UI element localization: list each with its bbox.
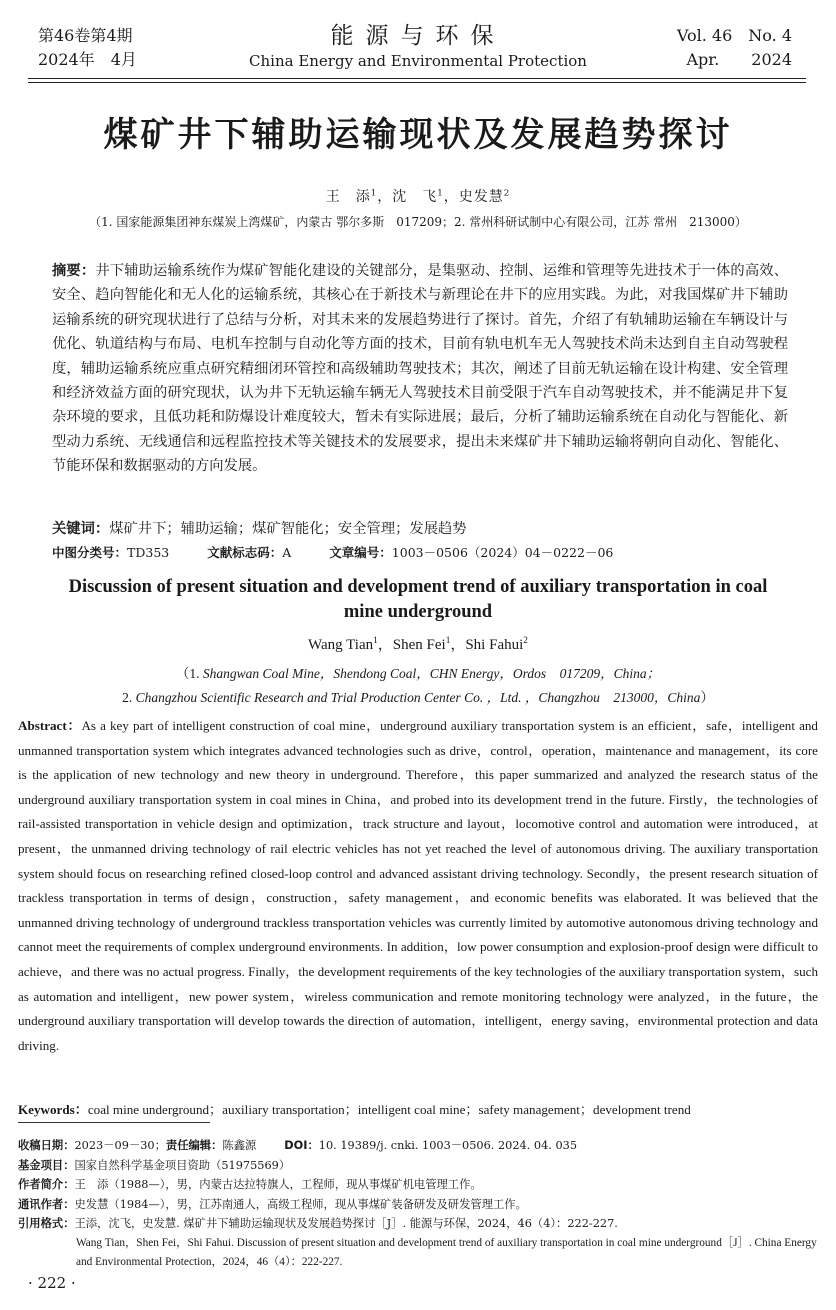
footnote-author-bio: [18, 1175, 823, 1195]
header-date-en: Apr. 2024: [686, 50, 792, 69]
keywords-cn: [52, 517, 788, 541]
footnote-citation-en: Wang Tian，Shen Fei，Shi Fahui. Discussion of present situation and development trend of auxiliary transportation in coal mine underground［J］. China Energy and Environmental Protection，2024，46（4）：222-227.: [76, 1236, 817, 1268]
header-volume-issue-en: Vol. 46 No. 4: [676, 26, 792, 45]
footnote-citation-cn: [18, 1214, 823, 1234]
author-name: ，史发慧: [443, 189, 504, 205]
header-date-cn: 2024年 4月: [38, 50, 137, 69]
citation-cn-value: 王添，沈飞，史发慧. 煤矿井下辅助运输现状及发展趋势探讨［J］. 能源与环保，2024，46（4）：222-227.: [74, 1217, 618, 1230]
author-bio-label: 作者简介：: [18, 1178, 75, 1191]
received-label: 收稿日期：: [18, 1139, 75, 1152]
page-number: · 222 ·: [28, 1274, 76, 1292]
affiliation-cn: （1. 国家能源集团神东煤炭上湾煤矿，内蒙古 鄂尔多斯 017209；2. 常州科研试制中心有限公司，江苏 常州 213000）: [89, 215, 747, 229]
abstract-cn: [52, 259, 788, 479]
journal-name-cn: 能源与环保: [330, 23, 506, 49]
affil-text: Changzhou Scientific Research and Trial Production Center Co. ，Ltd. ，Changzhou 213000，China: [135, 690, 701, 705]
editor-value: 陈鑫源: [222, 1139, 257, 1152]
abstract-en-text: As a key part of intelligent construction of coal mine，underground auxiliary transportation system is an efficient，safe，intelligent and unmanned transportation system which integrates advanced technologies such as drive，control，operation，maintenance and management，its core is the application of new technology and new theory in underground. Therefore，this paper summarized and analyzed the research status of the underground auxiliary transportation system in coal mines in China，and probed into its development trend in the future. Firstly，the technologies of rail-assisted transportation in vehicle design and optimization，track structure and layout，locomotive control and automation were introduced，at present，the unmanned driving technology of rail electric vehicles has not yet reached the level of autonomous driving. The auxiliary transportation system should focus on researching refined closed-loop control and advanced assistant driving technology. Secondly，the present research situation of trackless transportation in terms of design，construction，safety management，and economic benefits was elaborated. It was believed that the unmanned driving technology of underground trackless transportation vehicles was currently limited by automotive autonomous driving technology and cannot meet the requirements of complex underground environments. In addition，low power consumption and explosion-proof design were difficult to achieve，and there was no actual progress. Finally，the development requirements of the key technologies of the auxiliary transportation system，such as automation and intelligent，new power system，wireless communication and remote monitoring technology were analyzed，in the future，the underground auxiliary transportation will develop towards the direction of automation，intelligent，energy saving，environmental protection and data driving.: [18, 718, 818, 1053]
affiliation-en-line1: [0, 662, 836, 686]
classification-row: [52, 543, 613, 561]
keywords-cn-label: 关键词：: [52, 521, 110, 537]
footnote-divider: [18, 1122, 210, 1123]
author-name-en: Wang Tian: [308, 637, 374, 653]
footnote-corresponding: [18, 1195, 823, 1215]
author-affil-mark: 1: [373, 636, 378, 646]
header-volume-issue-cn: 第46卷第4期: [38, 26, 133, 45]
fund-value: 国家自然科学基金项目资助（51975569）: [74, 1158, 291, 1172]
article-title-en: Discussion of present situation and development trend of auxiliary transportation in coal mine underground: [68, 577, 768, 622]
doi-value[interactable]: 10. 19389/j. cnki. 1003－0506. 2024. 04. 035: [318, 1139, 578, 1152]
author-name: 王 添: [325, 189, 371, 205]
abstract-cn-label: 摘要：: [52, 263, 96, 279]
doc-code-label: 文献标志码：: [207, 545, 283, 560]
keywords-en-label: Keywords：: [18, 1102, 88, 1117]
keywords-en-text: coal mine underground；auxiliary transportation；intelligent coal mine；safety management；development trend: [87, 1102, 691, 1117]
author-affil-mark: 1: [445, 636, 451, 646]
authors-en: [0, 633, 836, 654]
author-affil-mark: 2: [503, 188, 511, 199]
corresponding-label: 通讯作者：: [18, 1197, 75, 1211]
footnotes: [18, 1136, 823, 1273]
corresponding-value: 史发慧（1984—），男，江苏南通人，高级工程师，现从事煤矿装备研发及研发管理工作。: [74, 1197, 527, 1211]
affil-paren: （1.: [175, 666, 203, 681]
author-affil-mark: 1: [437, 188, 444, 199]
header-rule-thick: [28, 78, 806, 79]
affil-paren: ）: [700, 690, 714, 705]
clc-label: 中图分类号：: [52, 545, 128, 560]
author-bio-value: 王 添（1988—），男，内蒙古达拉特旗人，工程师，现从事煤矿机电管理工作。: [74, 1178, 482, 1191]
affil-text: Shangwan Coal Mine，Shendong Coal，CHN Energy，Ordos 017209，China；: [202, 666, 661, 681]
affiliation-en: [0, 662, 836, 710]
author-affil-mark: 2: [523, 636, 528, 646]
author-name-en: ，Shen Fei: [377, 637, 446, 653]
authors-cn: [0, 186, 836, 206]
article-title-cn: 煤矿井下辅助运输现状及发展趋势探讨: [103, 115, 733, 155]
author-affil-mark: 1: [370, 188, 378, 199]
journal-name-en: China Energy and Environmental Protection: [249, 52, 587, 70]
keywords-cn-text: 煤矿井下；辅助运输；煤矿智能化；安全管理；发展趋势: [109, 521, 467, 537]
editor-label: 责任编辑：: [165, 1139, 223, 1152]
author-name-en: ，Shi Fahui: [450, 637, 524, 653]
affiliation-en-line2: [0, 686, 836, 710]
keywords-en: [18, 1099, 818, 1118]
footnote-received: [18, 1136, 823, 1156]
abstract-cn-text: 井下辅助运输系统作为煤矿智能化建设的关键部分，是集驱动、控制、运维和管理等先进技术于一体的高效、安全、趋向智能化和无人化的运输系统，其核心在于新技术与新理论在井下的应用实践。为此，对我国煤矿井下辅助运输系统的研究现状进行了总结与分析，对其未来的发展趋势进行了探讨。首先，介绍了有轨辅助运输在车辆设计与优化、轨道结构与布局、电机车控制与自动化等方面的技术，目前有轨电机车无人驾驶技术尚未达到自主自动驾驶程度，辅助运输系统应重点研究精细闭环管控和高级辅助驾驶技术；其次，阐述了目前无轨运输在设计构建、安全管理和经济效益方面的研究现状，认为井下无轨运输车辆无人驾驶技术目前受限于汽车自动驾驶技术，并不能满足井下复杂环境的要求，且低功耗和防爆设计难度较大，暂未有实际进展；最后，分析了辅助运输系统在自动化与智能化、新型动力系统、无线通信和远程监控技术等关键技术的发展要求，提出未来煤矿井下辅助运输将朝向自动化、智能化、节能环保和数据驱动的方向发展。: [52, 263, 789, 475]
clc-value: TD353: [127, 545, 170, 560]
footnote-fund: [18, 1156, 823, 1176]
abstract-en: [18, 714, 818, 1058]
received-value: 2023－09－30；: [74, 1139, 166, 1152]
citation-label: 引用格式：: [18, 1217, 75, 1230]
header-rule-thin: [28, 82, 806, 83]
header-volume-info: [677, 24, 792, 72]
article-number-label: 文章编号：: [329, 545, 392, 560]
affil-num: 2.: [122, 690, 136, 705]
article-number-value: 1003－0506（2024）04－0222－06: [391, 545, 614, 560]
doc-code-value: A: [282, 545, 292, 560]
fund-label: 基金项目：: [18, 1158, 75, 1172]
abstract-en-label: Abstract：: [18, 718, 82, 733]
author-name: ，沈 飞: [377, 189, 438, 205]
doi-label: DOI：: [284, 1139, 319, 1152]
